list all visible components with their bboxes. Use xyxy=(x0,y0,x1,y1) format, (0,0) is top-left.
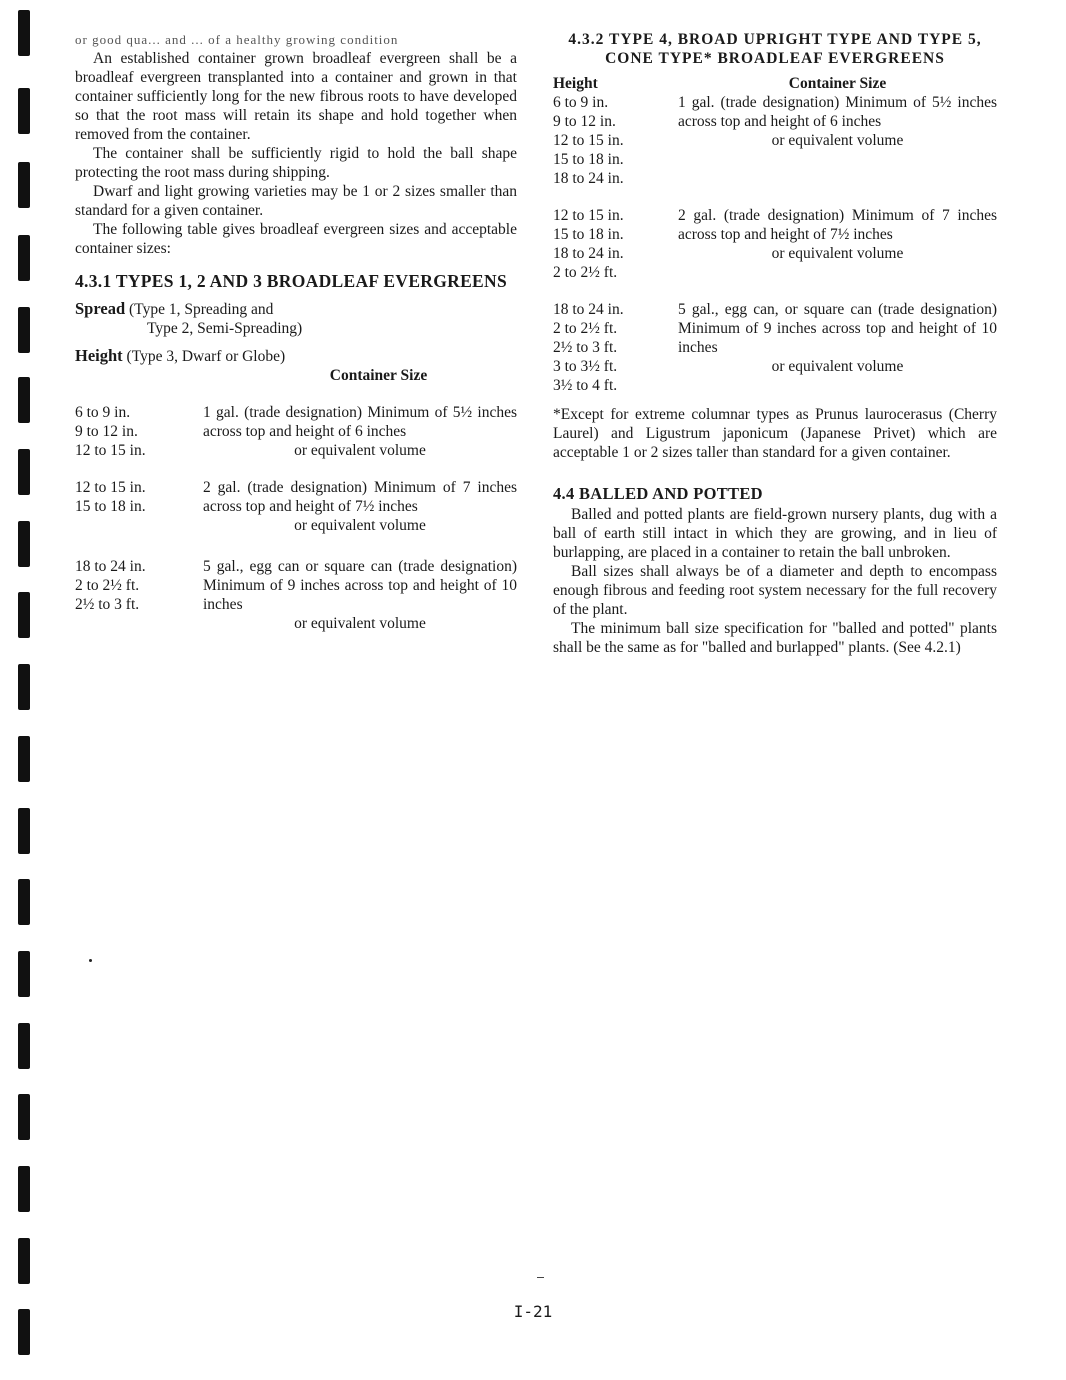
spec-text: 5 gal., egg can, or square can (trade designation) Minimum of 9 inches across top and height of 10 inches xyxy=(678,301,997,356)
intro-paragraph: An established container grown broadleaf evergreen shall be a broadleaf evergreen transplanted into a container and grown in that container sufficiently long for the new fibrous roots to have developed so that the root mass will retain its shape and hold together when removed from the container. xyxy=(75,50,517,143)
equivalent-text: or equivalent volume xyxy=(771,132,904,149)
height-value: 12 to 15 in. xyxy=(553,207,624,224)
height-header: Height xyxy=(553,75,598,92)
height-value: 3 to 3½ ft. xyxy=(553,358,618,375)
page-number: I-21 xyxy=(513,1302,553,1321)
height-value: 3½ to 4 ft. xyxy=(553,377,618,394)
height-text: (Type 3, Dwarf or Globe) xyxy=(126,348,286,365)
section-heading-4-3-2-line1: 4.3.2 TYPE 4, BROAD UPRIGHT TYPE AND TYPE 5, xyxy=(568,31,982,48)
height-value: 15 to 18 in. xyxy=(553,151,624,168)
container-spec xyxy=(678,93,997,188)
height-value: 12 to 15 in. xyxy=(553,132,624,149)
equivalent-text: or equivalent volume xyxy=(294,517,426,534)
top-faded-line: or good qua... and ... of a healthy growing condition xyxy=(75,32,399,47)
height-value: 6 to 9 in. xyxy=(553,94,609,111)
spec-text: 2 gal. (trade designation) Minimum of 7 inches across top and height of 7½ inches xyxy=(678,207,997,243)
balled-paragraph-1: Balled and potted plants are field-grown nursery plants, dug with a ball of earth still intact in which they are growing, and in lieu of burlapping, are placed in a container to retain the ball unbroken. xyxy=(553,506,997,561)
height-value: 2 to 2½ ft. xyxy=(75,577,140,594)
punch-mark xyxy=(18,736,30,782)
punch-mark xyxy=(18,1166,30,1212)
left-column xyxy=(75,30,517,633)
punch-mark xyxy=(18,235,30,281)
punch-mark xyxy=(18,1238,30,1284)
height-list xyxy=(553,93,678,188)
right-column xyxy=(553,30,997,657)
size-group-2gal xyxy=(553,206,997,282)
section-heading-4-3-2-line2: CONE TYPE* BROADLEAF EVERGREENS xyxy=(605,50,945,67)
spec-text: 5 gal., egg can or square can (trade designation) Minimum of 9 inches across top and height of 10 inches xyxy=(203,558,517,613)
section-heading-4-4: 4.4 BALLED AND POTTED xyxy=(553,484,763,503)
spread-label: Spread xyxy=(75,299,126,318)
equivalent-text: or equivalent volume xyxy=(771,358,904,375)
height-value: 18 to 24 in. xyxy=(553,301,624,318)
spread-line xyxy=(75,299,517,319)
punch-mark xyxy=(18,521,30,567)
container-spec xyxy=(678,300,997,395)
height-value: 2 to 2½ ft. xyxy=(553,320,618,337)
punch-mark xyxy=(18,10,30,56)
table-intro-paragraph: The following table gives broadleaf evergreen sizes and acceptable container sizes: xyxy=(75,221,517,257)
height-line xyxy=(75,346,517,366)
height-list xyxy=(75,478,203,535)
height-value: 2½ to 3 ft. xyxy=(75,596,140,613)
spread-text: (Type 1, Spreading and xyxy=(129,301,274,318)
height-list xyxy=(553,206,678,282)
spec-text: 2 gal. (trade designation) Minimum of 7 inches across top and height of 7½ inches xyxy=(203,479,517,515)
punch-mark xyxy=(18,88,30,134)
punch-mark xyxy=(18,951,30,997)
equivalent-text: or equivalent volume xyxy=(771,245,904,262)
height-value: 15 to 18 in. xyxy=(553,226,624,243)
container-size-header: Container Size xyxy=(788,75,887,92)
height-value: 18 to 24 in. xyxy=(553,170,624,187)
container-spec xyxy=(203,478,517,535)
container-paragraph: The container shall be sufficiently rigid to hold the ball shape protecting the root mass during shipping. xyxy=(75,145,517,181)
table-header xyxy=(75,366,517,385)
height-list xyxy=(75,557,203,633)
size-group-5gal xyxy=(75,557,517,633)
height-value: 6 to 9 in. xyxy=(75,404,131,421)
size-group-5gal xyxy=(553,300,997,395)
container-spec xyxy=(678,206,997,282)
dwarf-paragraph: Dwarf and light growing varieties may be 1 or 2 sizes smaller than standard for a given container. xyxy=(75,183,517,219)
equivalent-text: or equivalent volume xyxy=(294,442,426,459)
height-label: Height xyxy=(75,346,123,365)
balled-paragraph-3: The minimum ball size specification for "balled and potted" plants shall be the same as for "balled and burlapped" plants. (See 4.2.1) xyxy=(553,620,997,656)
height-list xyxy=(553,300,678,395)
container-spec xyxy=(203,403,517,460)
balled-paragraph-2: Ball sizes shall always be of a diameter and depth to encompass enough fibrous and feeding root system necessary for the full recovery of the plant. xyxy=(553,563,997,618)
punch-mark xyxy=(18,449,30,495)
punch-mark xyxy=(18,664,30,710)
speck xyxy=(537,1277,544,1278)
height-value: 12 to 15 in. xyxy=(75,479,146,496)
equivalent-text: or equivalent volume xyxy=(294,615,426,632)
punch-mark xyxy=(18,592,30,638)
height-value: 18 to 24 in. xyxy=(553,245,624,262)
spec-text: 1 gal. (trade designation) Minimum of 5½ inches across top and height of 6 inches xyxy=(203,404,517,440)
punch-mark xyxy=(18,307,30,353)
height-value: 12 to 15 in. xyxy=(75,442,146,459)
size-group-1gal xyxy=(553,93,997,188)
punch-mark xyxy=(18,808,30,854)
spread-text-2: Type 2, Semi-Spreading) xyxy=(147,320,303,337)
height-value: 9 to 12 in. xyxy=(553,113,616,130)
height-value: 9 to 12 in. xyxy=(75,423,138,440)
punch-mark xyxy=(18,1023,30,1069)
container-spec xyxy=(203,557,517,633)
punch-mark xyxy=(18,879,30,925)
spec-text: 1 gal. (trade designation) Minimum of 5½ inches across top and height of 6 inches xyxy=(678,94,997,130)
punch-mark xyxy=(18,162,30,208)
punch-mark xyxy=(18,1094,30,1140)
height-value: 2 to 2½ ft. xyxy=(553,264,618,281)
footnote: *Except for extreme columnar types as Prunus laurocerasus (Cherry Laurel) and Ligustrum japonicum (Japanese Privet) which are acceptable 1 or 2 sizes taller than standard for a given container. xyxy=(553,406,997,461)
section-heading-4-3-1: 4.3.1 TYPES 1, 2 AND 3 BROADLEAF EVERGREENS xyxy=(75,271,507,291)
punch-mark xyxy=(18,377,30,423)
size-group-1gal xyxy=(75,403,517,460)
table-header xyxy=(553,74,997,93)
height-value: 15 to 18 in. xyxy=(75,498,146,515)
speck xyxy=(89,959,92,962)
height-list xyxy=(75,403,203,460)
height-value: 18 to 24 in. xyxy=(75,558,146,575)
size-group-2gal xyxy=(75,478,517,535)
height-value: 2½ to 3 ft. xyxy=(553,339,618,356)
container-size-header: Container Size xyxy=(329,367,428,384)
